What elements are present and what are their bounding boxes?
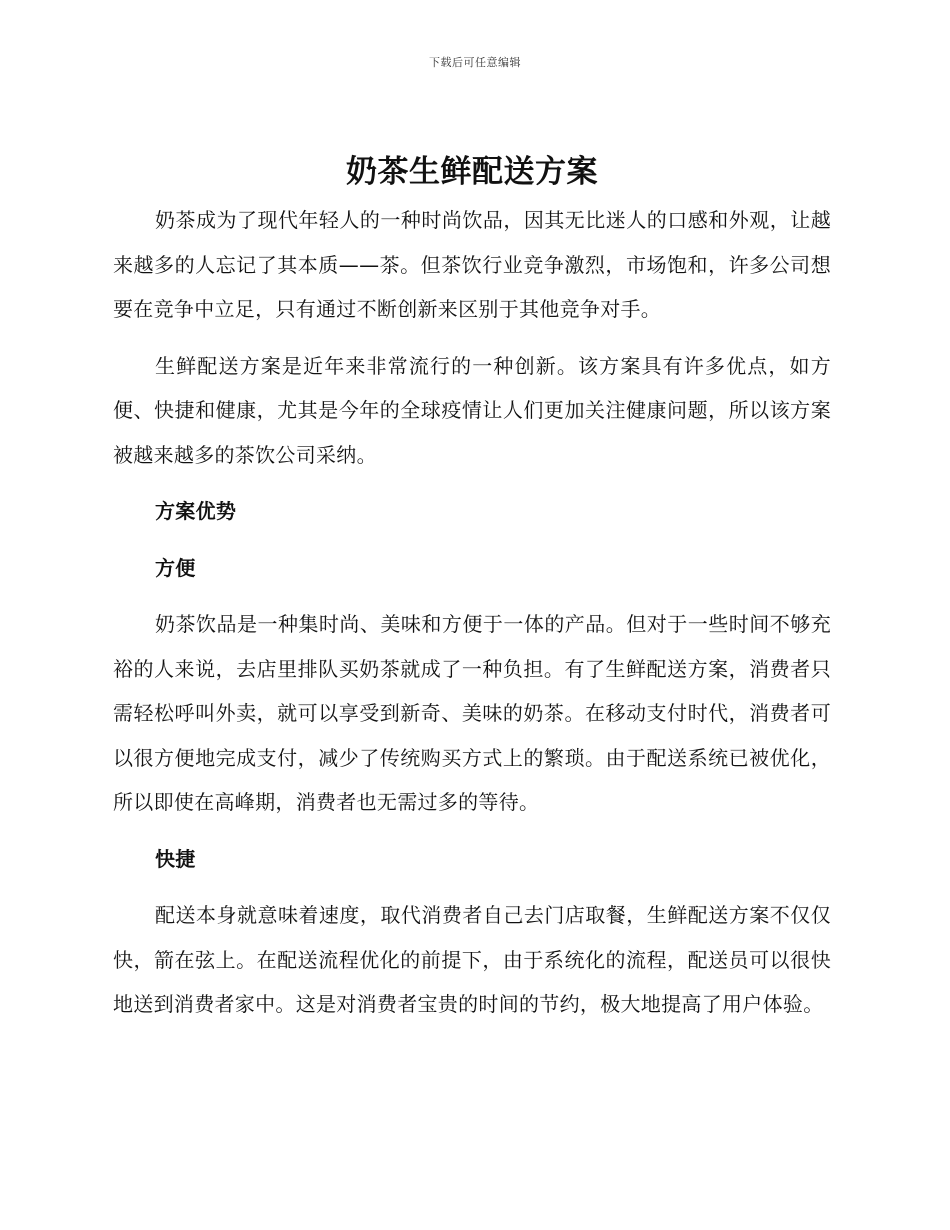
section-heading-advantages: 方案优势 bbox=[155, 499, 237, 523]
document-body bbox=[113, 150, 831, 1039]
subsection-paragraph-convenient: 奶茶饮品是一种集时尚、美味和方便于一体的产品。但对于一些时间不够充裕的人来说，去店里排队买奶茶就成了一种负担。有了生鲜配送方案，消费者只需轻松呼叫外卖，就可以享受到新奇、美味的奶茶。在移动支付时代，消费者可以很方便地完成支付，减少了传统购买方式上的繁琐。由于配送系统已被优化，所以即使在高峰期，消费者也无需过多的等待。 bbox=[113, 612, 831, 814]
subsection-paragraph-fast: 配送本身就意味着速度，取代消费者自己去门店取餐，生鲜配送方案不仅仅快，箭在弦上。在配送流程优化的前提下，由于系统化的流程，配送员可以很快地送到消费者家中。这是对消费者宝贵的时间的节约，极大地提高了用户体验。 bbox=[113, 903, 831, 1016]
header-note: 下载后可任意编辑 bbox=[429, 56, 521, 69]
intro-paragraph-1: 奶茶成为了现代年轻人的一种时尚饮品，因其无比迷人的口感和外观，让越来越多的人忘记了其本质——茶。但茶饮行业竞争激烈，市场饱和，许多公司想要在竞争中立足，只有通过不断创新来区别于其他竞争对手。 bbox=[113, 208, 831, 321]
intro-paragraph-2: 生鲜配送方案是近年来非常流行的一种创新。该方案具有许多优点，如方便、快捷和健康，尤其是今年的全球疫情让人们更加关注健康问题，所以该方案被越来越多的茶饮公司采纳。 bbox=[113, 353, 831, 467]
subsection-heading-convenient: 方便 bbox=[155, 555, 196, 580]
document-title: 奶茶生鲜配送方案 bbox=[346, 154, 598, 190]
subsection-heading-fast: 快捷 bbox=[155, 846, 196, 871]
